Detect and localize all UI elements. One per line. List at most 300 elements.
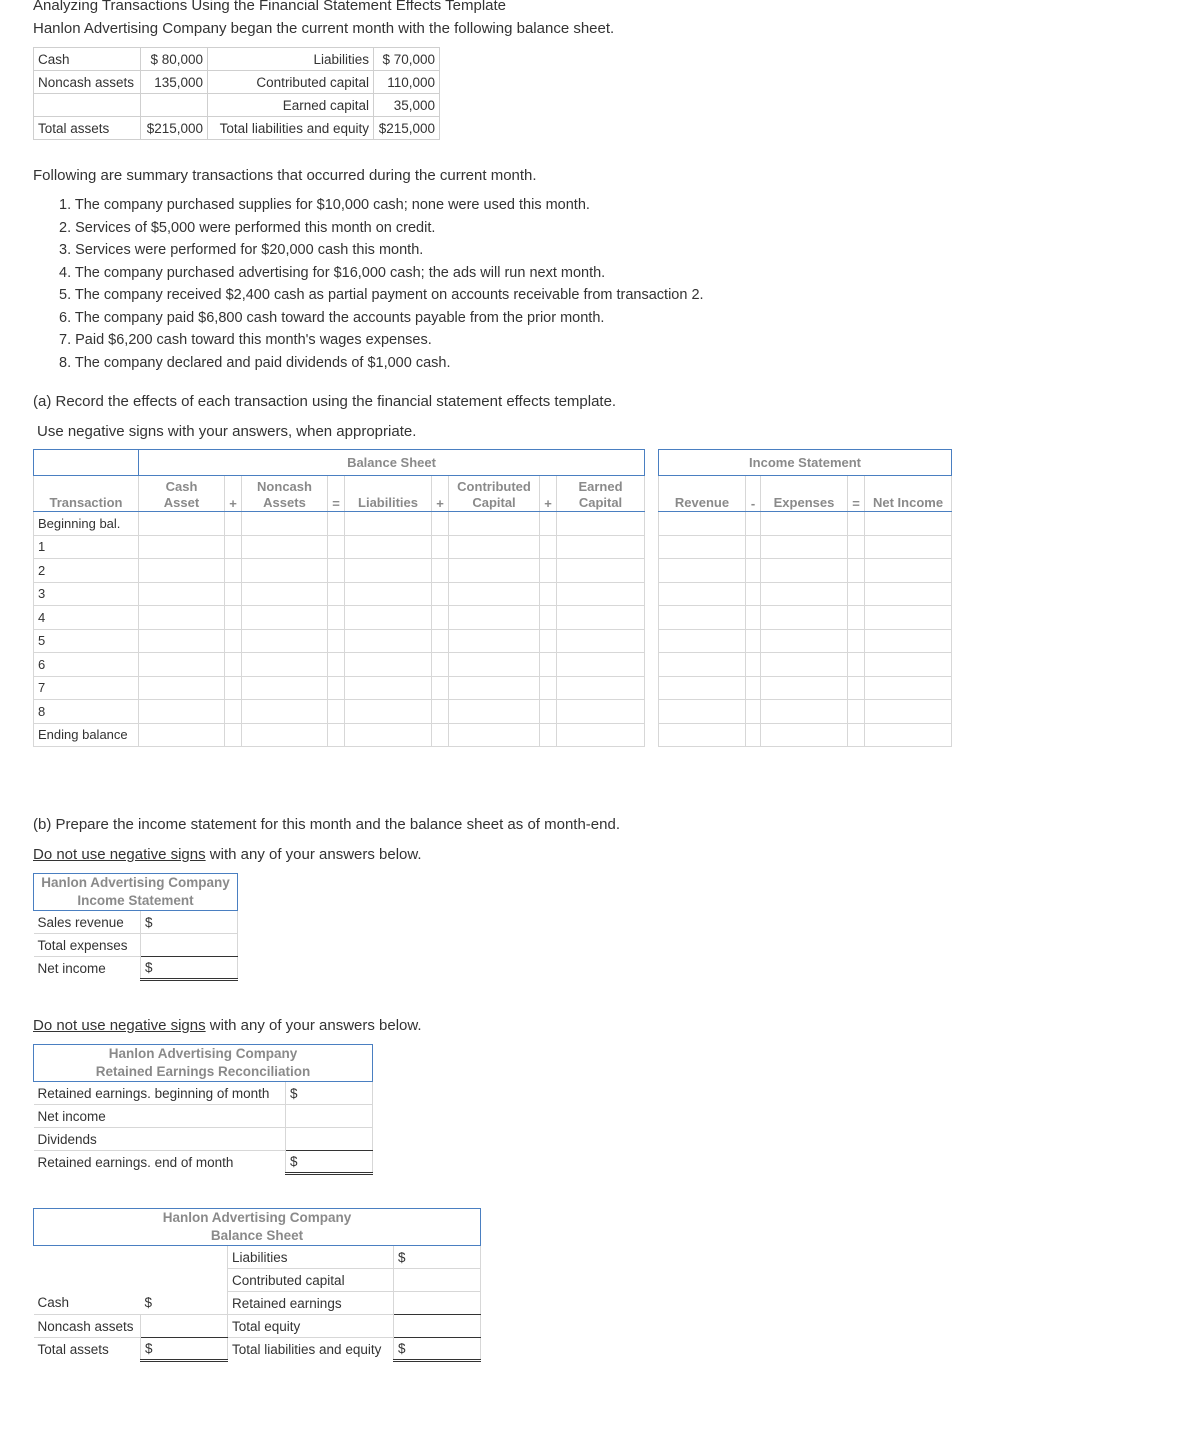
row-label: Noncash assets [34, 1315, 141, 1338]
part-b-instruction-2 [33, 1017, 422, 1035]
operator-cell [328, 512, 345, 536]
fse-earned-input[interactable] [557, 606, 645, 630]
table-row [34, 1128, 373, 1151]
col-transaction: Transaction [34, 476, 139, 512]
cell-label: Cash [34, 48, 141, 71]
operator-cell [225, 723, 242, 747]
operator-cell [848, 582, 865, 606]
operator-cell [540, 559, 557, 583]
list-item: 5. The company received $2,400 cash as partial payment on accounts receivable from transaction 2. [59, 287, 704, 303]
currency-prefix: $ [145, 1341, 153, 1356]
transactions-list [59, 194, 704, 374]
total-expenses-input[interactable] [141, 934, 238, 957]
fse-earned-input[interactable] [557, 629, 645, 653]
currency-prefix: $ [145, 914, 153, 930]
operator-cell [432, 606, 449, 630]
balance-sheet-header: Balance Sheet [139, 450, 645, 476]
row-label: Total liabilities and equity [228, 1338, 394, 1361]
row-label: Cash [37, 1295, 70, 1311]
cell-value: 135,000 [141, 71, 208, 94]
fse-liabilities-input[interactable] [345, 559, 432, 583]
bs-total-assets-input[interactable] [141, 1338, 228, 1361]
fse-revenue-input[interactable] [659, 582, 746, 606]
table-row [34, 1269, 481, 1292]
page-title: Analyzing Transactions Using the Financial Statement Effects Template [33, 0, 507, 14]
fse-liabilities-input[interactable] [345, 512, 432, 536]
fse-contributed-input[interactable] [449, 723, 540, 747]
operator-cell [225, 629, 242, 653]
col-cash-asset [139, 476, 225, 512]
table-row [34, 957, 238, 980]
fse-liabilities-input[interactable] [345, 606, 432, 630]
statement-header [34, 1209, 481, 1246]
fse-contributed-input[interactable] [449, 606, 540, 630]
fse-net-income-input[interactable] [865, 629, 952, 653]
fse-revenue-input[interactable] [659, 535, 746, 559]
fse-net-income-input[interactable] [865, 653, 952, 677]
re-ending-input[interactable] [286, 1151, 373, 1174]
operator-cell [746, 676, 761, 700]
col-label: Earned [578, 478, 623, 494]
operator-cell [432, 512, 449, 536]
intro-text: Hanlon Advertising Company began the current month with the following balance sheet. [33, 20, 615, 37]
table-row [34, 71, 440, 94]
bs-liabilities-input[interactable] [394, 1246, 481, 1269]
list-item: 8. The company declared and paid dividends of $1,000 cash. [59, 354, 451, 371]
instruction-text: with any of your answers below. [205, 1017, 422, 1034]
cell-label: Total assets [34, 117, 141, 140]
fse-contributed-input[interactable] [449, 535, 540, 559]
company-name: Hanlon Advertising Company [108, 1046, 298, 1061]
gap [645, 676, 659, 700]
fse-revenue-input[interactable] [659, 606, 746, 630]
gap [645, 476, 659, 512]
table-row [34, 94, 440, 117]
fse-revenue-input[interactable] [659, 559, 746, 583]
list-item: 7. Paid $6,200 cash toward this month's wages expenses. [59, 332, 432, 348]
fse-contributed-input[interactable] [449, 676, 540, 700]
minus-operator: - [746, 476, 761, 512]
row-label: Beginning bal. [34, 512, 139, 536]
col-label: Noncash [257, 478, 312, 494]
row-label: Retained earnings. end of month [34, 1151, 286, 1174]
fse-revenue-input[interactable] [659, 512, 746, 536]
table-row [34, 911, 238, 934]
empty-cell [34, 1269, 141, 1292]
transaction-header-blank [34, 450, 139, 476]
operator-cell [328, 582, 345, 606]
statement-title: Income Statement [77, 893, 194, 908]
part-a-prompt: (a) Record the effects of each transaction using the financial statement effects template. [33, 393, 617, 410]
table-row [34, 512, 952, 536]
plus-operator: + [432, 476, 449, 512]
fse-net-income-input[interactable] [865, 700, 952, 724]
table-row [34, 1151, 373, 1174]
row-label: Contributed capital [228, 1269, 394, 1292]
fse-cash-input[interactable] [139, 559, 225, 583]
row-label: 6 [34, 653, 139, 677]
operator-cell [432, 559, 449, 583]
bs-total-liabilities-equity-input[interactable] [394, 1338, 481, 1361]
currency-prefix: $ [398, 1341, 406, 1356]
operator-cell [746, 700, 761, 724]
operator-cell [432, 629, 449, 653]
currency-prefix: $ [290, 1154, 298, 1169]
operator-cell [328, 653, 345, 677]
fse-earned-input[interactable] [557, 559, 645, 583]
fse-cash-input[interactable] [139, 512, 225, 536]
fse-net-income-input[interactable] [865, 676, 952, 700]
table-row [34, 1082, 373, 1105]
bs-noncash-assets-input[interactable] [141, 1315, 228, 1338]
currency-prefix: $ [145, 960, 153, 975]
operator-cell [848, 535, 865, 559]
gap [645, 512, 659, 536]
row-label: Sales revenue [34, 911, 141, 934]
cell-label [34, 94, 141, 117]
company-name: Hanlon Advertising Company [41, 875, 230, 890]
fse-noncash-input[interactable] [242, 606, 328, 630]
operator-cell [848, 700, 865, 724]
net-income-input[interactable] [141, 957, 238, 980]
col-label: Cash [165, 478, 198, 494]
fse-net-income-input[interactable] [865, 582, 952, 606]
fse-earned-input[interactable] [557, 653, 645, 677]
fse-revenue-input[interactable] [659, 723, 746, 747]
operator-cell [225, 676, 242, 700]
bs-retained-earnings-input[interactable] [394, 1292, 481, 1315]
fse-net-income-input[interactable] [865, 512, 952, 536]
statement-title: Balance Sheet [210, 1228, 304, 1243]
equals-operator: = [328, 476, 345, 512]
row-label: Total expenses [34, 934, 141, 957]
fse-expenses-input[interactable] [761, 535, 848, 559]
income-statement-header: Income Statement [659, 450, 952, 476]
income-statement [33, 873, 238, 981]
operator-cell [746, 512, 761, 536]
statement-title: Retained Earnings Reconciliation [95, 1064, 311, 1079]
gap [645, 535, 659, 559]
operator-cell [540, 606, 557, 630]
fse-noncash-input[interactable] [242, 582, 328, 606]
fse-cash-input[interactable] [139, 535, 225, 559]
transactions-intro: Following are summary transactions that occurred during the current month. [33, 167, 537, 184]
operator-cell [225, 606, 242, 630]
fse-liabilities-input[interactable] [345, 535, 432, 559]
row-label: Retained earnings [228, 1292, 394, 1315]
fse-liabilities-input[interactable] [345, 653, 432, 677]
operator-cell [848, 723, 865, 747]
table-row [34, 723, 952, 747]
operator-cell [540, 512, 557, 536]
operator-cell [328, 629, 345, 653]
operator-cell [432, 535, 449, 559]
list-item: 3. Services were performed for $20,000 cash this month. [59, 242, 424, 258]
fse-expenses-input[interactable] [761, 606, 848, 630]
operator-cell [746, 723, 761, 747]
fse-contributed-input[interactable] [449, 700, 540, 724]
operator-cell [540, 653, 557, 677]
fse-expenses-input[interactable] [761, 512, 848, 536]
gap [645, 723, 659, 747]
fse-contributed-input[interactable] [449, 582, 540, 606]
operator-cell [746, 559, 761, 583]
part-a-instruction: Use negative signs with your answers, when appropriate. [37, 423, 417, 440]
fse-liabilities-input[interactable] [345, 582, 432, 606]
fse-noncash-input[interactable] [242, 676, 328, 700]
row-label: 2 [34, 559, 139, 583]
col-earned-capital [557, 476, 645, 512]
col-label: Asset [163, 494, 200, 510]
fse-earned-input[interactable] [557, 535, 645, 559]
col-label: Contributed [457, 478, 531, 494]
fse-net-income-input[interactable] [865, 606, 952, 630]
fse-cash-input[interactable] [139, 582, 225, 606]
col-noncash-assets [242, 476, 328, 512]
table-row [34, 676, 952, 700]
gap [645, 700, 659, 724]
month-end-balance-sheet [33, 1208, 481, 1362]
fse-noncash-input[interactable] [242, 512, 328, 536]
currency-prefix: $ [290, 1085, 298, 1101]
operator-cell [432, 700, 449, 724]
fse-noncash-input[interactable] [242, 629, 328, 653]
table-row [34, 117, 440, 140]
fse-earned-input[interactable] [557, 676, 645, 700]
operator-cell [746, 606, 761, 630]
row-label: Dividends [34, 1128, 286, 1151]
instruction-emphasis: Do not use negative signs [33, 846, 206, 863]
operator-cell [225, 700, 242, 724]
fse-template [33, 449, 952, 747]
operator-cell [746, 535, 761, 559]
row-label: 5 [34, 629, 139, 653]
fse-cash-input[interactable] [139, 700, 225, 724]
equals-operator: = [848, 476, 865, 512]
table-row [34, 606, 952, 630]
operator-cell [746, 653, 761, 677]
fse-contributed-input[interactable] [449, 629, 540, 653]
fse-revenue-input[interactable] [659, 629, 746, 653]
gap [645, 629, 659, 653]
operator-cell [848, 559, 865, 583]
fse-noncash-input[interactable] [242, 653, 328, 677]
table-row [34, 1315, 481, 1338]
col-label: Assets [263, 494, 306, 510]
list-item: 4. The company purchased advertising for $16,000 cash; the ads will run next month. [59, 264, 606, 281]
re-beginning-input[interactable] [286, 1082, 373, 1105]
col-liabilities: Liabilities [345, 476, 432, 512]
re-net-income-input[interactable] [286, 1105, 373, 1128]
cell-label: Liabilities [208, 48, 374, 71]
row-label: 4 [34, 606, 139, 630]
part-b-instruction [33, 846, 422, 864]
opening-balance-sheet [33, 47, 440, 140]
table-row [34, 1292, 481, 1315]
instruction-text: with any of your answers below. [205, 846, 422, 863]
fse-contributed-input[interactable] [449, 559, 540, 583]
row-label: Ending balance [34, 723, 139, 747]
empty-cell [34, 1246, 141, 1269]
fse-expenses-input[interactable] [761, 629, 848, 653]
row-label: Retained earnings. beginning of month [34, 1082, 286, 1105]
part-b-prompt: (b) Prepare the income statement for this month and the balance sheet as of month-end. [33, 816, 620, 833]
operator-cell [225, 559, 242, 583]
sales-revenue-input[interactable] [141, 911, 238, 934]
row-label: 7 [34, 676, 139, 700]
operator-cell [848, 653, 865, 677]
operator-cell [746, 629, 761, 653]
fse-noncash-input[interactable] [242, 559, 328, 583]
table-row [34, 559, 952, 583]
operator-cell [328, 606, 345, 630]
statement-header [34, 874, 238, 911]
fse-expenses-input[interactable] [761, 653, 848, 677]
cell-value: 35,000 [374, 94, 440, 117]
fse-liabilities-input[interactable] [345, 629, 432, 653]
col-label: Capital [578, 494, 623, 510]
operator-cell [746, 582, 761, 606]
col-label: Capital [472, 494, 516, 510]
fse-contributed-input[interactable] [449, 512, 540, 536]
fse-cash-input[interactable] [139, 606, 225, 630]
gap [645, 582, 659, 606]
operator-cell [328, 535, 345, 559]
gap [645, 559, 659, 583]
table-row [34, 653, 952, 677]
fse-expenses-input[interactable] [761, 582, 848, 606]
fse-liabilities-input[interactable] [345, 723, 432, 747]
fse-cash-input[interactable] [139, 629, 225, 653]
operator-cell [540, 700, 557, 724]
row-label: 8 [34, 700, 139, 724]
plus-operator: + [540, 476, 557, 512]
fse-earned-input[interactable] [557, 723, 645, 747]
operator-cell [540, 582, 557, 606]
fse-earned-input[interactable] [557, 512, 645, 536]
list-item: 2. Services of $5,000 were performed this month on credit. [59, 219, 436, 236]
row-label: Total equity [228, 1315, 394, 1338]
list-item: 1. The company purchased supplies for $10,000 cash; none were used this month. [59, 197, 590, 213]
table-row [34, 1105, 373, 1128]
fse-noncash-input[interactable] [242, 700, 328, 724]
empty-cell [141, 1269, 228, 1292]
list-item: 6. The company paid $6,800 cash toward the accounts payable from the prior month. [59, 309, 605, 326]
bs-cash-input[interactable] [141, 1292, 228, 1315]
operator-cell [540, 723, 557, 747]
currency-prefix: $ [398, 1249, 406, 1265]
cell-value: $ 80,000 [141, 48, 208, 71]
row-label: Net income [34, 957, 141, 980]
operator-cell [225, 535, 242, 559]
col-expenses: Expenses [761, 476, 848, 512]
operator-cell [432, 676, 449, 700]
cell-value: $215,000 [374, 117, 440, 140]
fse-expenses-input[interactable] [761, 723, 848, 747]
row-label: Net income [34, 1105, 286, 1128]
table-row [34, 1338, 481, 1361]
fse-revenue-input[interactable] [659, 676, 746, 700]
operator-cell [848, 512, 865, 536]
operator-cell [225, 512, 242, 536]
gap [645, 450, 659, 476]
operator-cell [848, 676, 865, 700]
operator-cell [432, 653, 449, 677]
cell-label: Total liabilities and equity [208, 117, 374, 140]
fse-revenue-input[interactable] [659, 700, 746, 724]
col-contributed-capital [449, 476, 540, 512]
bs-contributed-capital-input[interactable] [394, 1269, 481, 1292]
re-dividends-input[interactable] [286, 1128, 373, 1151]
table-row [34, 629, 952, 653]
fse-liabilities-input[interactable] [345, 676, 432, 700]
cell-label: Noncash assets [34, 71, 141, 94]
cell-label: Contributed capital [208, 71, 374, 94]
operator-cell [540, 676, 557, 700]
table-row [34, 48, 440, 71]
operator-cell [328, 559, 345, 583]
table-row [34, 1246, 481, 1269]
cell-value: $ 70,000 [374, 48, 440, 71]
fse-liabilities-input[interactable] [345, 700, 432, 724]
fse-noncash-input[interactable] [242, 723, 328, 747]
fse-cash-input[interactable] [139, 723, 225, 747]
fse-net-income-input[interactable] [865, 535, 952, 559]
fse-earned-input[interactable] [557, 582, 645, 606]
operator-cell [328, 723, 345, 747]
fse-contributed-input[interactable] [449, 653, 540, 677]
company-name: Hanlon Advertising Company [162, 1210, 352, 1225]
retained-earnings-reconciliation [33, 1044, 373, 1175]
table-row [34, 535, 952, 559]
cell-value: $215,000 [141, 117, 208, 140]
operator-cell [328, 676, 345, 700]
table-row [34, 700, 952, 724]
fse-earned-input[interactable] [557, 700, 645, 724]
operator-cell [328, 700, 345, 724]
fse-expenses-input[interactable] [761, 676, 848, 700]
row-label: Total assets [34, 1338, 141, 1361]
cell-label: Earned capital [208, 94, 374, 117]
operator-cell [432, 723, 449, 747]
fse-net-income-input[interactable] [865, 559, 952, 583]
operator-cell [225, 582, 242, 606]
cell-value [141, 94, 208, 117]
fse-net-income-input[interactable] [865, 723, 952, 747]
row-label: 1 [34, 535, 139, 559]
fse-cash-input[interactable] [139, 676, 225, 700]
operator-cell [432, 582, 449, 606]
operator-cell [540, 535, 557, 559]
fse-expenses-input[interactable] [761, 700, 848, 724]
fse-revenue-input[interactable] [659, 653, 746, 677]
row-label: 3 [34, 582, 139, 606]
fse-noncash-input[interactable] [242, 535, 328, 559]
empty-cell [141, 1246, 228, 1269]
fse-expenses-input[interactable] [761, 559, 848, 583]
gap [645, 606, 659, 630]
col-net-income: Net Income [865, 476, 952, 512]
operator-cell [848, 629, 865, 653]
operator-cell [225, 653, 242, 677]
fse-cash-input[interactable] [139, 653, 225, 677]
operator-cell [848, 606, 865, 630]
statement-header [34, 1045, 373, 1082]
operator-cell [540, 629, 557, 653]
bs-total-equity-input[interactable] [394, 1315, 481, 1338]
row-label: Liabilities [228, 1246, 394, 1269]
gap [645, 653, 659, 677]
